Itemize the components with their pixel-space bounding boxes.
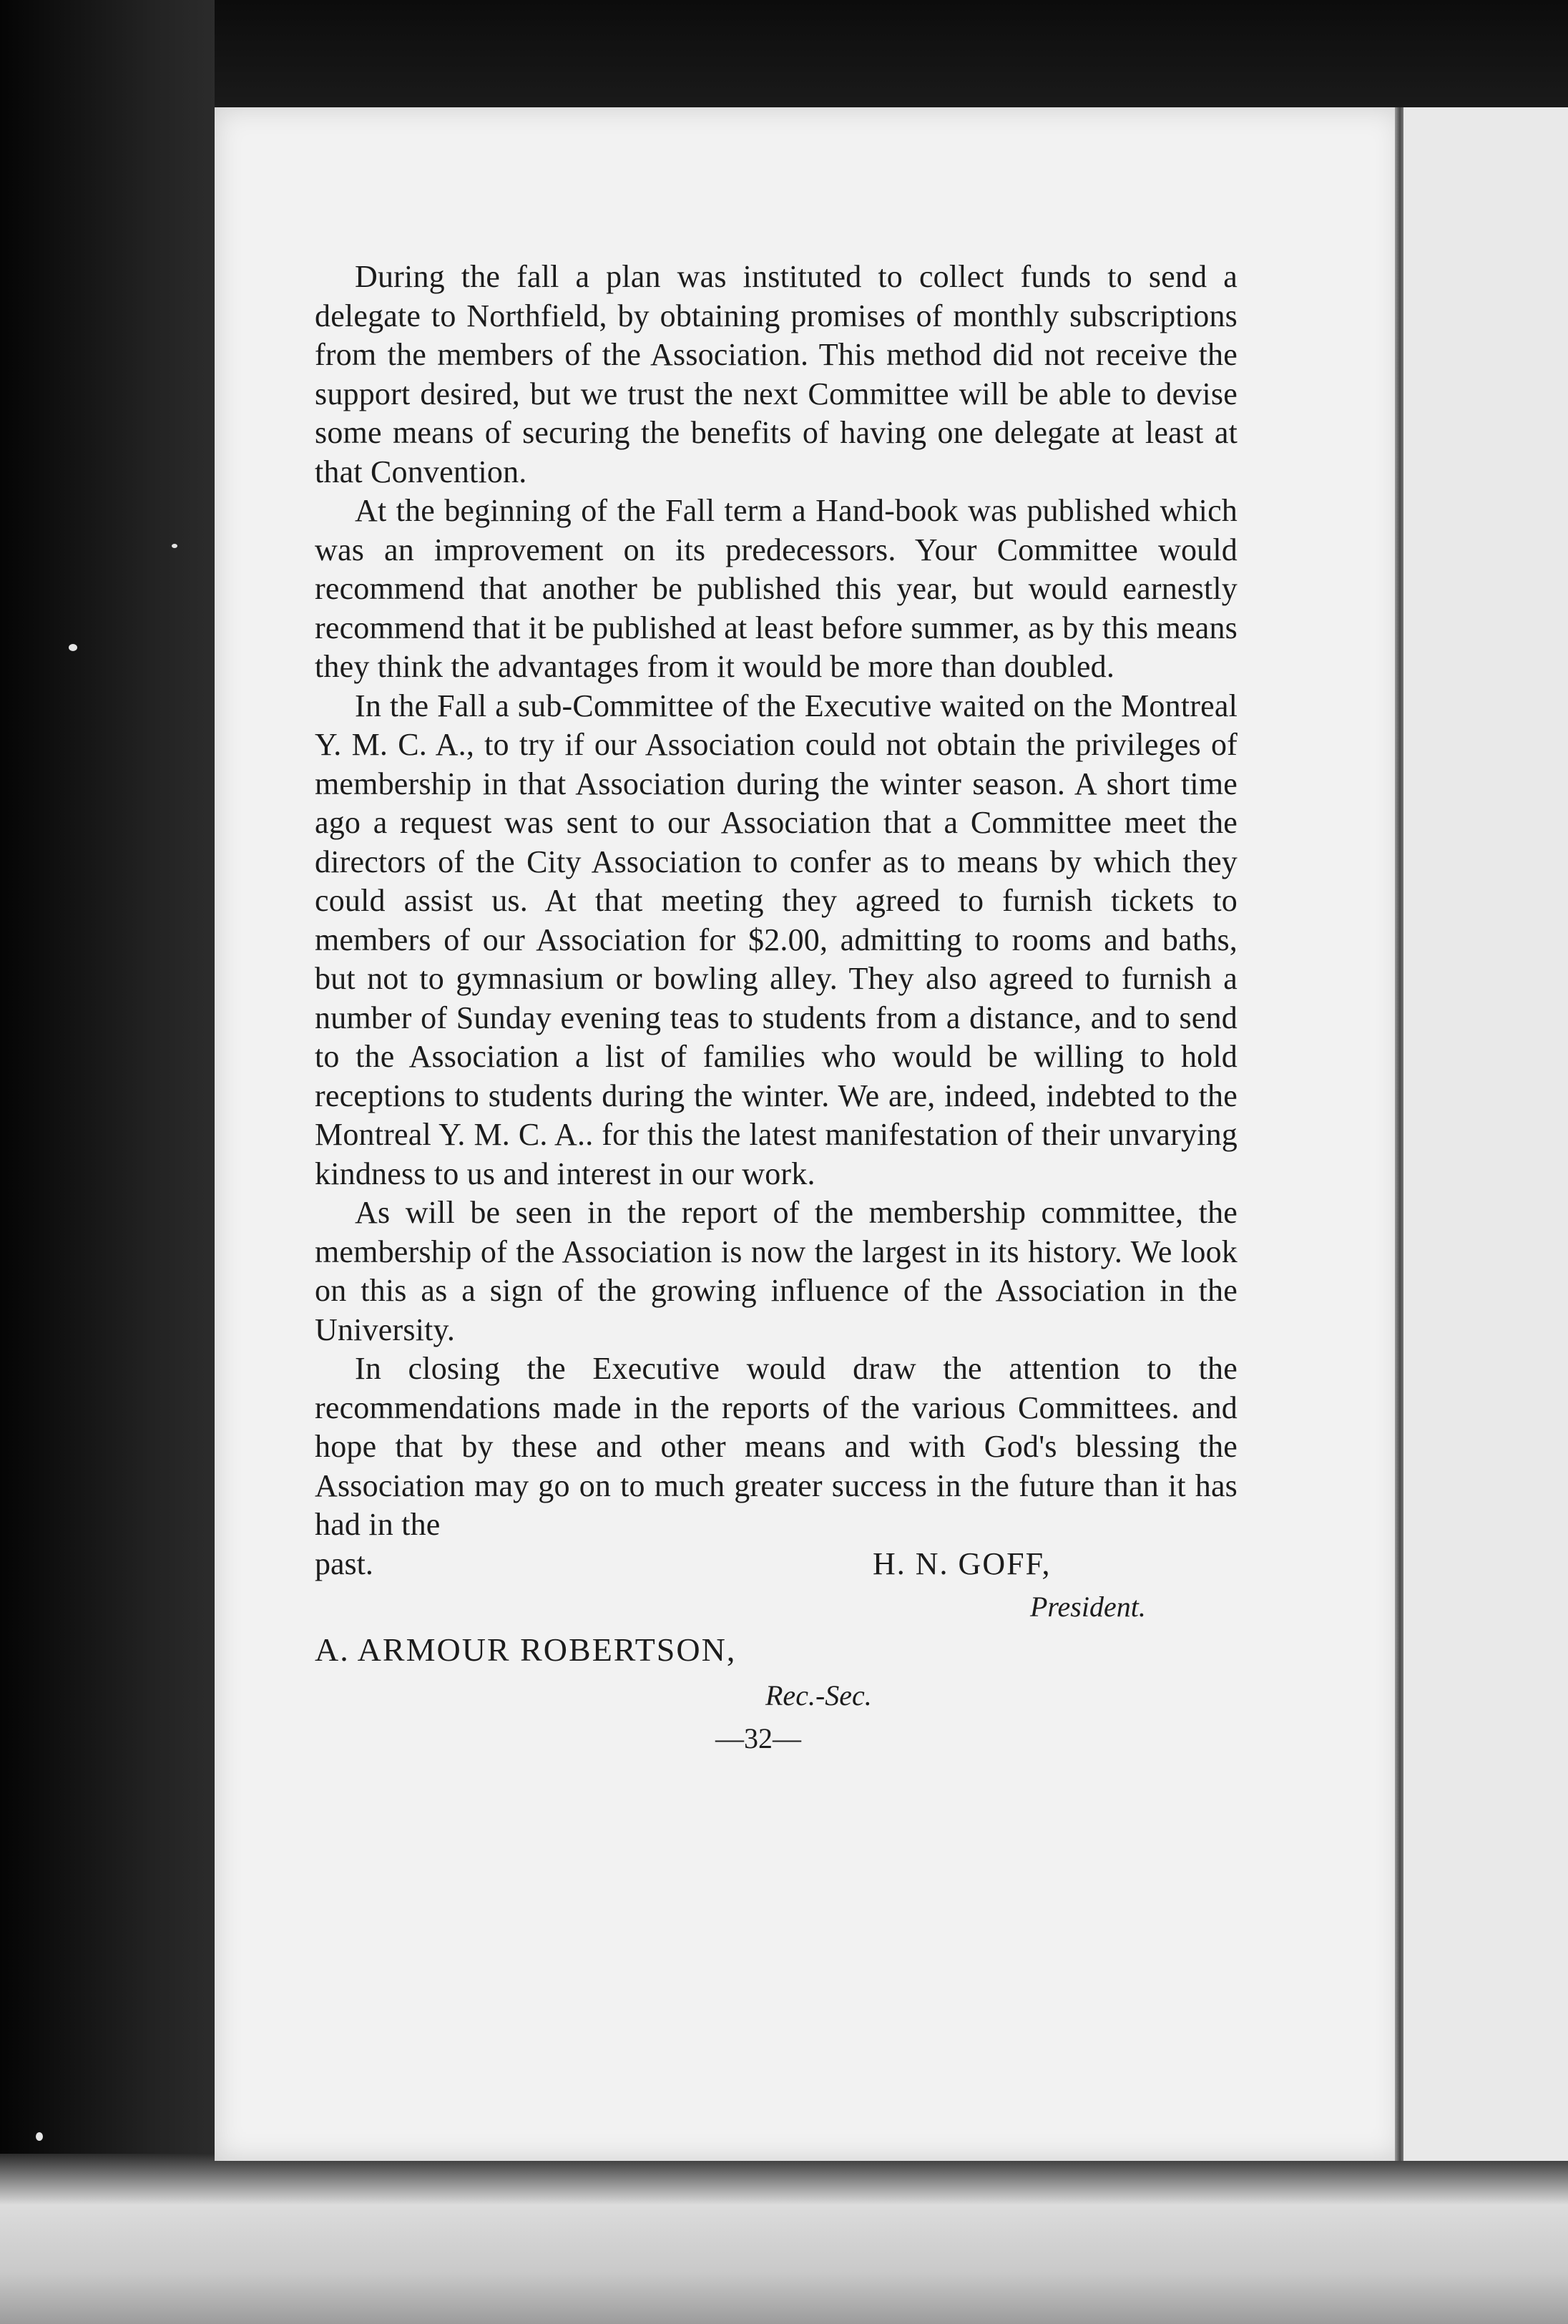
scan-background-left: [0, 0, 215, 2324]
scan-speck: [172, 544, 177, 548]
scan-background-bottom: [0, 2154, 1568, 2324]
secretary-title-line: [315, 1676, 1238, 1717]
paragraph: In closing the Executive would draw the attention to the recommendations made in the reports of the various Committees. and hope that by these and other means and with God's blessing the Association may go on to much greater success in the future than it has had in the: [315, 1351, 1238, 1542]
scan-speck: [69, 644, 77, 651]
signature-line: [315, 1545, 1238, 1583]
document-text: [315, 258, 1238, 1759]
president-name: H. N. GOFF,: [873, 1546, 1052, 1581]
closing-word: past.: [315, 1546, 373, 1581]
scan-background-top: [0, 0, 1568, 107]
paragraph: As will be seen in the report of the membership committee, the membership of the Association is now the largest in its history. We look on this as a sign of the growing influence of the Association in the University.: [315, 1195, 1238, 1347]
president-title: President.: [1030, 1590, 1146, 1623]
page-number: —32—: [715, 1722, 801, 1754]
secretary-title: Rec.-Sec.: [765, 1679, 872, 1712]
secretary-name: A. ARMOUR ROBERTSON,: [315, 1631, 737, 1668]
paragraph: In the Fall a sub-Committee of the Executive waited on the Montreal Y. M. C. A., to try if our Association could not obtain the privileges of membership in that Association during the winter season. A short time ago a request was sent to our Association that a Committee meet the directors of the City Association to confer as to means by which they could assist us. At that meeting they agreed to furnish tickets to members of our Association for $2.00, admitting to rooms and baths, but not to gymnasium or bowling alley. They also agreed to furnish a number of Sunday evening teas to students from a distance, and to send to the Association a list of families who would be willing to hold receptions to students during the winter. We are, indeed, indebted to the Montreal Y. M. C. A.. for this the latest manifestation of their unvarying kindness to us and interest in our work.: [315, 688, 1238, 1191]
facing-page: [1403, 107, 1568, 2161]
president-title-line: [315, 1583, 1238, 1624]
paragraph: During the fall a plan was instituted to collect funds to send a delegate to Northfield, by obtaining promises of monthly subscriptions from the members of the Association. This method did not receive the support desired, but we trust the next Committee will be able to devise some means of securing the benefits of having one delegate at least at that Convention.: [315, 259, 1238, 489]
page-number-line: [315, 1717, 1238, 1759]
paragraph: At the beginning of the Fall term a Hand-book was published which was an improvement on its predecessors. Your Committee would recommend that another be published this year, but would earnestly recommend that it be published at least before summer, as by this means they think the advantages from it would be more than doubled.: [315, 493, 1238, 684]
scan-speck: [36, 2132, 43, 2141]
